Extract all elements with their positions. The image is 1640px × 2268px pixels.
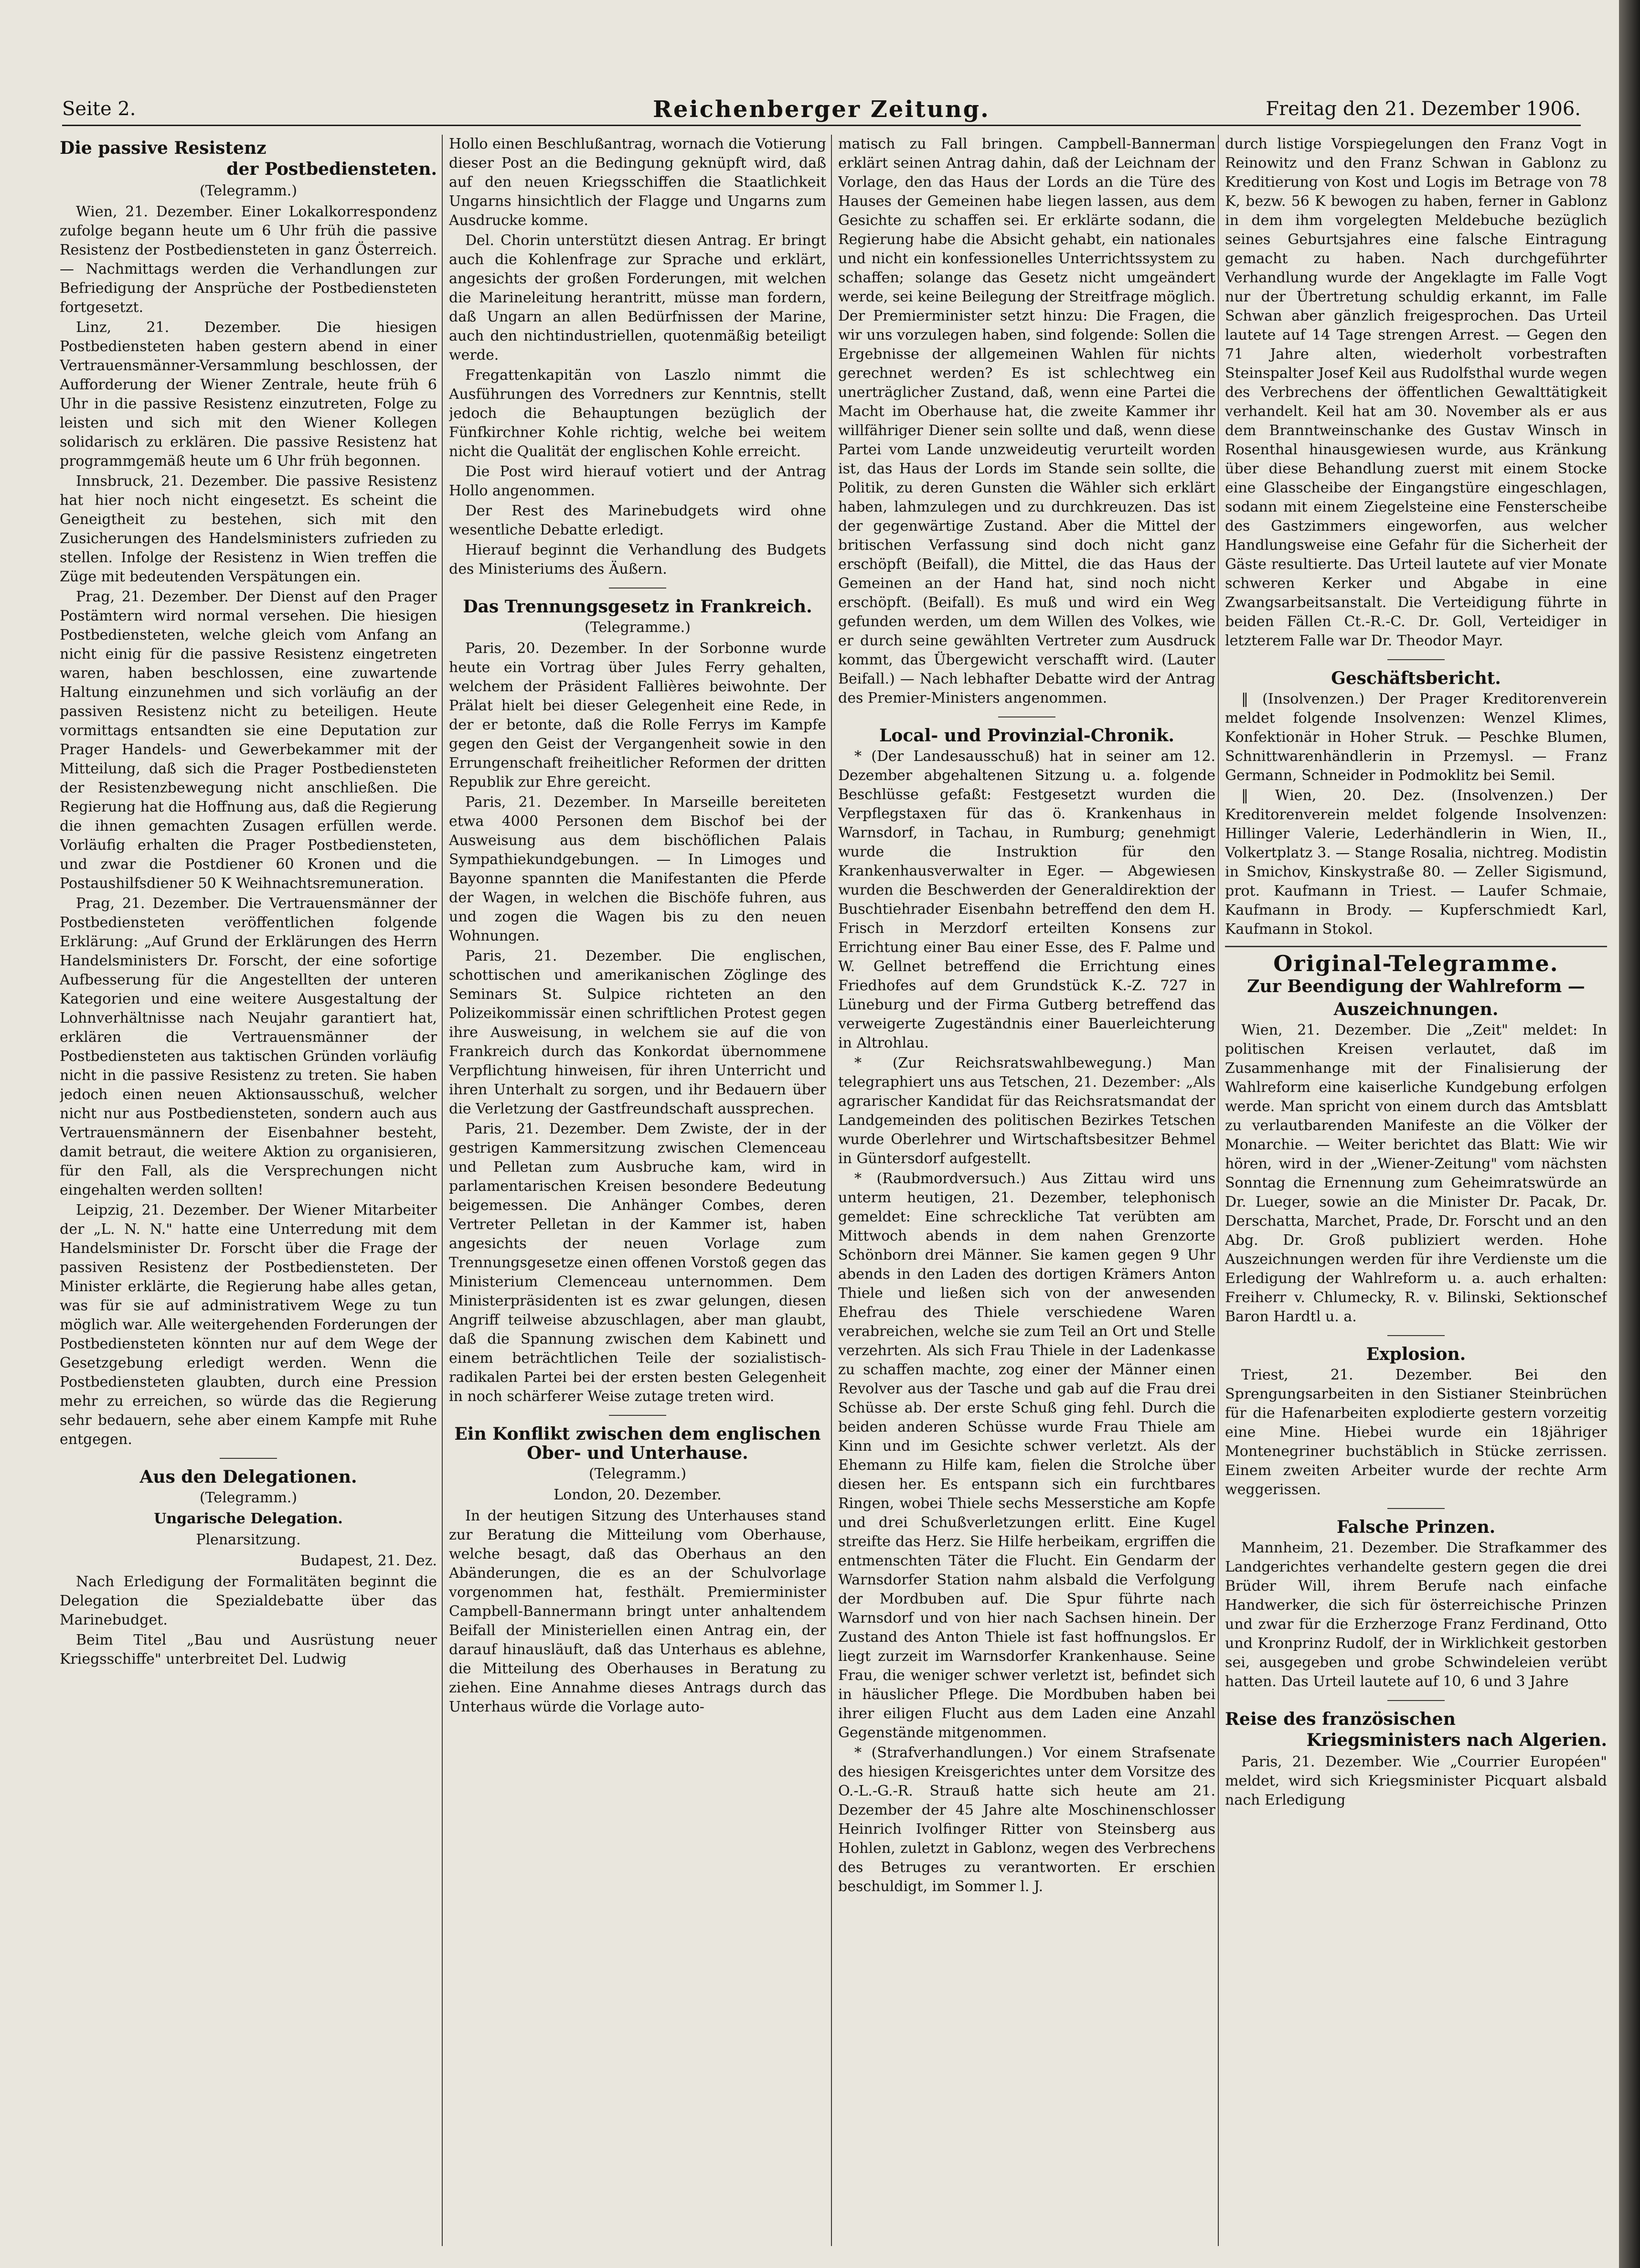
column-2 xyxy=(449,135,826,2246)
paragraph: Paris, 21. Dezember. Wie „Courrier Européen" meldet, wird sich Kriegsminister Picquart alsbald nach Erledigung xyxy=(1225,1754,1607,1808)
paragraph: durch listige Vorspiegelungen den Franz Vogt in Reinowitz und den Franz Schwan in Gablonz zu Kreditierung von Kost und Logis im Betrage von 78 K, bezw. 56 K bewogen zu haben, ferner in Gablonz in dem ihm vorgelegten Meldebuche bezüglich seines Geburtsjahres eine falsche Eintragung gemacht zu haben. Nach durchgeführter Verhandlung wurde der Angeklagte im Falle Vogt nur der Übertretung schuldig erkannt, im Falle Schwan aber gänzlich freigesprochen. Das Urteil lautete auf 14 Tage strengen Arrest. — Gegen den 71 Jahre alten, wiederholt vorbestraften Steinspalter Josef Keil aus Rudolfsthal wurde wegen des Verbrechens der öffentlichen Gewalttätigkeit verhandelt. Keil hat am 30. November als er aus dem Branntweinschanke des Gustav Winsch in Rosenthal hinausgewiesen wurde, aus Kränkung über diese Behandlung zuerst mit einem Stocke eine Glasscheibe der Eingangstüre eingeschlagen, sodann mit einem Ziegelsteine eine Fensterscheibe des Gastzimmers eingeworfen, aus welcher Handlungsweise eine Gefahr für die Sicherheit der Gäste resultierte. Das Urteil lautete auf vier Monate schweren Kerker und Abgabe in eine Zwangsarbeitsanstalt. Die Verteidigung führte in beiden Fällen Ct.-R.-C. Dr. Goll, Verteidiger in letzterem Falle war Dr. Theodor Mayr. xyxy=(1225,136,1607,649)
dateline: London, 20. Dezember. xyxy=(554,1487,722,1503)
newspaper-title: Reichenberger Zeitung. xyxy=(653,96,990,123)
paragraph: Der Rest des Marinebudgets wird ohne wesentliche Debatte erledigt. xyxy=(449,503,826,538)
column-divider xyxy=(831,135,832,2246)
paragraph: Fregattenkapitän von Laszlo nimmt die Ausführungen des Vorredners zur Kenntnis, stellt jedoch die Behauptungen bezüglich der Fünfkirchner Kohle richtig, welche bei weitem nicht die Qualität der englischen Kohle erreicht. xyxy=(449,367,826,460)
dateline: Budapest, 21. Dez. xyxy=(300,1552,437,1569)
paragraph: * (Der Landesausschuß) hat in seiner am 12. Dezember abgehaltenen Sitzung u. a. folgende Beschlüsse gefaßt: Festgesetzt wurden die Verpflegstaxen für das ö. Krankenhaus in Warnsdorf, in Tachau, in Rumburg; genehmigt wurde die Instruktion für den Krankenhausverwalter in Eger. — Abgewiesen wurden die Beschwerden der Generaldirektion der Buschtiehrader Eisenbahn betreffend den dem H. Frisch in Merzdorf erteilten Konsens zur Errichtung einer Bau einer Esse, des F. Palme und W. Gellnet betreffend die Errichtung eines Friedhofes auf dem Grundstück K.-Z. 727 in Lüneburg und der Firma Gutberg betreffend das verweigerte Zugeständnis einer Bauerleichterung in Altrohlau. xyxy=(838,748,1215,1051)
paragraph: Paris, 21. Dezember. Dem Zwiste, der in der gestrigen Kammersitzung zwischen Clemenceau und Pelletan zum Ausbruche kam, wird in parlamentarischen Kreisen besondere Bedeutung beigemessen. Die Anhänger Combes, deren Vertreter Pelletan in der Kammer ist, haben angesichts der neuen Vorlage zum Trennungsgesetze einen offenen Vorstoß gegen das Ministerium Clemenceau unternommen. Dem Ministerpräsidenten ist es zwar gelungen, diesen Angriff teilweise abzuschlagen, aber man glaubt, daß die Spannung zwischen dem Kabinett und einem beträchtlichen Teile der sozialistisch-radikalen Partei bei der ersten besten Gelegenheit in noch schärferer Weise zutage treten wird. xyxy=(449,1121,826,1405)
dateline-note: (Telegramm.) xyxy=(199,1489,298,1506)
article-headline: Kriegsministers nach Algerien. xyxy=(1306,1730,1607,1750)
paragraph: Prag, 21. Dezember. Der Dienst auf den Prager Postämtern wird normal versehen. Die hiesigen Postbediensteten, welche gleich vom Anfang an nicht einig für die passive Resistenz eingetreten waren, haben beschlossen, eine zuwartende Haltung einzunehmen und sich vorläufig an der passiven Resistenz nicht zu beteiligen. Heute vormittags entsandten sie eine Deputation zur Prager Handels- und Gewerbekammer mit der Mitteilung, daß sich die Prager Postbediensteten der Resistenzbewegung nicht anschließen. Die Regierung hat die Hoffnung aus, daß die Regierung die ihnen gemachten Zusagen erfüllen werde. Vorläufig erhalten die Prager Postbediensteten, und zwar die Postdiener 60 Kronen und die Postaushilfsdiener 50 K Weihnachtsremuneration. xyxy=(60,588,437,892)
paragraph: * (Raubmordversuch.) Aus Zittau wird uns unterm heutigen, 21. Dezember, telephonisch gemeldet: Eine schreckliche Tat verübten am Mittwoch abends in dem nahen Grenzorte Schönborn drei Männer. Sie kamen gegen 9 Uhr abends in den Laden des dortigen Krämers Anton Thiele und ließen sich von der anwesenden Ehefrau des Thiele verschiedene Waren verabreichen, welche sie zum Teil an Ort und Stelle verzehrten. Als sich Frau Thiele in der Ladenkasse zu schaffen machte, zog einer der Männer einen Revolver aus der Tasche und gab auf die Frau drei Schüsse ab. Der erste Schuß ging fehl. Durch die beiden anderen Schüsse wurde Frau Thiele am Kinn und im Gesichte schwer verletzt. Als der Ehemann zu Hilfe kam, fielen die Strolche über diesen her. Es entspann sich ein furchtbares Ringen, wobei Thiele sechs Messerstiche am Kopfe und drei Schußverletzungen erlitt. Eine Kugel streifte das Herz. Sie Hilfe herbeikam, ergriffen die entmenschten Täter die Flucht. Ein Gendarm der Warnsdorfer Station nahm alsbald die Verfolgung der Mordbuben auf. Die Spur führte nach Warnsdorf und von hier nach Sachsen hinein. Der Zustand des Anton Thiele ist fast hoffnungslos. Er liegt zurzeit im Warnsdorfer Krankenhause. Seine Frau, die weniger schwer verletzt ist, befindet sich in häuslicher Pflege. Die Mordbuben haben bei ihrer eiligen Flucht aus dem Laden eine Anzahl Gegenstände mitgenommen. xyxy=(838,1170,1215,1741)
paragraph: Hierauf beginnt die Verhandlung des Budgets des Ministeriums des Äußern. xyxy=(449,542,826,578)
article-headline: Explosion. xyxy=(1366,1344,1466,1364)
article-headline: Auszeichnungen. xyxy=(1333,999,1499,1019)
paragraph: Die Post wird hierauf votiert und der Antrag Hollo angenommen. xyxy=(449,463,826,499)
page-number: Seite 2. xyxy=(62,98,136,120)
paragraph: * (Zur Reichsratswahlbewegung.) Man telegraphiert uns aus Tetschen, 21. Dezember: „Als agrarischer Kandidat für das Reichsratsmandat der Landgemeinden des politischen Bezirkes Tetschen wurde Oberlehrer und Wirtschaftsbesitzer Behmel in Güntersdorf aufgestellt. xyxy=(838,1055,1215,1167)
article-headline: Zur Beendigung der Wahlreform — xyxy=(1247,976,1585,996)
paragraph: Hollo einen Beschlußantrag, wornach die Votierung dieser Post an die Bedingung geknüpft wird, daß auf den neuen Kriegsschiffen die Staatlichkeit Ungarns hinsichtlich der Flagge und Ungarns zum Ausdrucke komme. xyxy=(449,136,826,229)
paragraph: Paris, 21. Dezember. Die englischen, schottischen und amerikanischen Zöglinge des Seminars St. Sulpice richteten an den Polizeikommissär einen schriftlichen Protest gegen ihre Ausweisung, in welchem sie auf die von Frankreich durch das Konkordat übernommene Verpflichtung hinweisen, für ihren Unterricht und ihren Unterhalt zu sorgen, und ihr Bedauern über die Verletzung der Gastfreundschaft aussprechen. xyxy=(449,948,826,1117)
column-divider xyxy=(442,135,443,2246)
article-headline: Aus den Delegationen. xyxy=(139,1467,357,1487)
column-1 xyxy=(60,135,437,2246)
article-headline: Ein Konflikt zwischen dem englischen Ober- und Unterhause. xyxy=(454,1424,821,1463)
paragraph: ‖ (Insolvenzen.) Der Prager Kreditorenverein meldet folgende Insolvenzen: Wenzel Klimes, Konfektionär in Hoher Struk. — Peschke Blumen, Schnittwarenhändlerin in Przemysl. — Franz Germann, Schneider in Podmoklitz bei Semil. xyxy=(1225,691,1607,784)
section-separator xyxy=(1387,1335,1445,1336)
column-4 xyxy=(1225,135,1607,2246)
section-separator xyxy=(1387,1700,1445,1701)
article-headline: Das Trennungsgesetz in Frankreich. xyxy=(463,597,812,617)
paragraph: Leipzig, 21. Dezember. Der Wiener Mitarbeiter der „L. N. N." hatte eine Unterredung mit dem Handelsminister Dr. Forscht über die Frage der passiven Resistenz der Postbediensteten. Der Minister erklärte, die Regierung habe alles getan, was für sie auf administrativem Wege zu tun möglich war. Alle weitergehenden Forderungen der Postbediensteten könnten nur auf dem Wege der Gesetzgebung erledigt werden. Wenn die Postbediensteten glaubten, durch eine Pression mehr zu erreichen, so würde das die Regierung sehr bedauern, sehe aber einem Kampfe mit Ruhe entgegen. xyxy=(60,1202,437,1448)
paragraph: Prag, 21. Dezember. Die Vertrauensmänner der Postbediensteten veröffentlichen folgende Erklärung: „Auf Grund der Erklärungen des Herrn Handelsministers Dr. Forscht, der eine sofortige Aufbesserung für die Angestellten der unteren Kategorien und eine weitere Ausgestaltung der Lohnverhältnisse nach Neujahr garantiert hat, erklären die Vertrauensmänner der Postbediensteten aus taktischen Gründen vorläufig nicht in die passive Resistenz zu treten. Sie haben jedoch einen neuen Aktionsausschuß, welcher nicht nur aus Postbediensteten, sondern auch aus Vertrauensmännern der Eisenbahner besteht, damit betraut, die weitere Aktion zu organisieren, für den Fall, als die Versprechungen nicht eingehalten werden sollten! xyxy=(60,895,437,1198)
paragraph: In der heutigen Sitzung des Unterhauses stand zur Beratung die Mitteilung vom Oberhause, welche besagt, daß das Oberhaus an den Abänderungen, die es an der Schulvorlage vorgenommen hat, festhält. Premierminister Campbell-Bannermann bringt unter anhaltendem Beifall der Ministeriellen einen Antrag ein, der darauf hinausläuft, daß das Unterhaus es ablehne, die Mitteilung des Oberhauses in Beratung zu ziehen. Eine Annahme dieses Antrags durch das Unterhaus würde die Vorlage auto- xyxy=(449,1508,826,1715)
dateline-note: (Telegramm.) xyxy=(199,182,298,199)
paragraph: Paris, 20. Dezember. In der Sorbonne wurde heute ein Vortrag über Jules Ferry gehalten, welchem der Präsident Fallières beiwohnte. Der Prälat hielt bei dieser Gelegenheit eine Rede, in der er betonte, daß die Rolle Ferrys im Kampfe gegen den Geist der Vergangenheit sowie in den Errungenschaft freiheitlicher Reformen der dritten Republik zur Ehre gereicht. xyxy=(449,640,826,791)
paragraph: ‖ Wien, 20. Dez. (Insolvenzen.) Der Kreditorenverein meldet folgende Insolvenzen: Hillinger Valerie, Lederhändlerin in Wien, II., Volkertplatz 3. — Stange Rosalia, nichtreg. Modistin in Smichov, Kinskystraße 80. — Zeller Sigismund, prot. Kaufmann in Triest. — Laufer Schmaie, Kaufmann in Brody. — Kupferschmiedt Karl, Kaufmann in Stokol. xyxy=(1225,787,1607,938)
section-rule xyxy=(1225,946,1607,947)
section-headline: Geschäftsbericht. xyxy=(1331,668,1501,688)
masthead xyxy=(62,98,1581,126)
section-separator xyxy=(1387,1508,1445,1509)
subheading: Plenarsitzung. xyxy=(196,1531,301,1548)
paragraph: Wien, 21. Dezember. Einer Lokalkorrespondenz zufolge begann heute um 6 Uhr früh die passive Resistenz der Postbediensteten in ganz Österreich. — Nachmittags werden die Verhandlungen zur Befriedigung der Ansprüche der Postbediensteten fortgesetzt. xyxy=(60,203,437,316)
issue-date: Freitag den 21. Dezember 1906. xyxy=(1266,98,1581,120)
article-headline: Die passive Resistenz xyxy=(60,138,266,158)
subheading: Ungarische Delegation. xyxy=(154,1510,343,1527)
section-separator xyxy=(1387,659,1445,660)
section-separator xyxy=(609,1415,666,1416)
column-divider xyxy=(1218,135,1219,2246)
section-separator xyxy=(220,1458,277,1459)
paragraph: Del. Chorin unterstützt diesen Antrag. Er bringt auch die Kohlenfrage zur Sprache und erklärt, angesichts der großen Forderungen, mit welchen die Marineleitung herantritt, müsse man fordern, daß Ungarn an allen Bedürfnissen der Marine, auch den nichtindustriellen, quotenmäßig beteiligt werde. xyxy=(449,232,826,364)
paragraph: Beim Titel „Bau und Ausrüstung neuer Kriegsschiffe" unterbreitet Del. Ludwig xyxy=(60,1632,437,1668)
section-headline: Local- und Provinzial-Chronik. xyxy=(879,726,1174,746)
article-headline: Falsche Prinzen. xyxy=(1336,1517,1496,1537)
paragraph: Innsbruck, 21. Dezember. Die passive Resistenz hat hier noch nicht eingesetzt. Es scheint die Geneigtheit zu bestehen, sich mit den Zusicherungen des Handelsministers zufrieden zu stellen. Infolge der Resistenz in Wien treffen die Züge mit bedeutenden Verspätungen ein. xyxy=(60,473,437,585)
paragraph: Mannheim, 21. Dezember. Die Strafkammer des Landgerichtes verhandelte gestern gegen die drei Brüder Will, ihrem Berufe nach einfache Handwerker, die sich für österreichische Prinzen und zwar für die Erzherzoge Franz Ferdinand, Otto und Kronprinz Rudolf, der in Wirklichkeit gestorben sei, ausgegeben und grobe Schwindeleien verübt hatten. Das Urteil lautete auf 10, 6 und 3 Jahre xyxy=(1225,1540,1607,1690)
paragraph: Linz, 21. Dezember. Die hiesigen Postbediensteten haben gestern abend in einer Vertrauensmänner-Versammlung beschlossen, der Aufforderung der Wiener Zentrale, heute früh 6 Uhr in die passive Resistenz einzutreten, Folge zu leisten und sich mit den Wiener Kollegen solidarisch zu erklären. Die passive Resistenz hat programmgemäß heute um 6 Uhr früh begonnen. xyxy=(60,319,437,470)
section-headline: Original-Telegramme. xyxy=(1273,951,1559,976)
paragraph: Wien, 21. Dezember. Die „Zeit" meldet: In politischen Kreisen verlautet, daß im Zusammenhange mit der Finalisierung der Wahlreform eine kaiserliche Kundgebung erfolgen werde. Man spricht von einem durch das Amtsblatt zu verlautbarenden Manifeste an die Völker der Monarchie. — Weiter berichtet das Blatt: Wie wir hören, wird in der „Wiener-Zeitung" vom nächsten Sonntag die Ernennung zum Geheimratswürde an Dr. Lueger, sowie an die Minister Dr. Pacak, Dr. Derschatta, Marchet, Prade, Dr. Forscht und an den Abg. Dr. Groß publiziert werden. Hohe Auszeichnungen werden für ihre Verdienste um die Erledigung der Wahlreform u. a. auch erhalten: Freiherr v. Chlumecky, R. v. Bilinski, Sektionschef Baron Hardtl u. a. xyxy=(1225,1022,1607,1325)
paragraph: matisch zu Fall bringen. Campbell-Bannerman erklärt seinen Antrag dahin, daß der Leichnam der Vorlage, den das Haus der Lords an die Türe des Hauses der Gemeinen habe liegen lassen, aus dem Gesichte zu schaffen sei. Er erklärte sodann, die Regierung habe die Absicht gehabt, ein nationales und nicht ein konfessionelles Unterrichtssystem zu schaffen; solange das Gesetz nicht umgeändert werde, sei keine Beilegung der Streitfrage möglich. Der Premierminister setzt hinzu: Die Fragen, die wir uns vorzulegen haben, sind folgende: Sollen die Ergebnisse der allgemeinen Wahlen für nichts gerechnet werden? Es ist schlechtweg ein unerträglicher Zustand, daß, wenn eine Partei die Macht im Oberhause hat, die zweite Kammer ihr willfähriger Diener sein sollte und daß, wenn diese Partei vom Lande unzweideutig verurteilt worden ist, das Haus der Lords im Stande sein sollte, die Politik, zu deren Gunsten die Wähler sich erklärt haben, lahmzulegen und zu durchkreuzen. Das ist der gegenwärtige Zustand. Aber die Mittel der britischen Verfassung sind doch nicht ganz erschöpft (Beifall), die Mittel, die das Haus der Gemeinen an der Hand hat, sind noch nicht erschöpft. (Beifall). Es muß und wird ein Weg gefunden werden, um dem Willen des Volkes, wie er durch seine gewählten Vertreter zum Ausdruck kommt, das Übergewicht verschafft wird. (Lauter Beifall.) — Nach lebhafter Debatte wird der Antrag des Premier-Ministers angenommen. xyxy=(838,136,1215,706)
paragraph: Nach Erledigung der Formalitäten beginnt die Delegation die Spezialdebatte über das Marinebudget. xyxy=(60,1573,437,1628)
dateline-note: (Telegramm.) xyxy=(588,1466,687,1482)
paragraph: * (Strafverhandlungen.) Vor einem Strafsenate des hiesigen Kreisgerichtes unter dem Vorsitze des O.-L.-G.-R. Strauß hatte sich heute am 21. Dezember der 45 Jahre alte Moschinenschlosser Heinrich Ivolfinger Ritter von Steinsberg aus Hohlen, zuletzt in Gablonz, wegen des Verbrechens des Betruges zu verantworten. Er erschien beschuldigt, im Sommer l. J. xyxy=(838,1744,1215,1895)
paragraph: Paris, 21. Dezember. In Marseille bereiteten etwa 4000 Personen dem Bischof bei der Ausweisung aus dem bischöflichen Palais Sympathiekundgebungen. — In Limoges und Bayonne spannten die Manifestanten die Pferde der Wagen, in welchen die Bischöfe fuhren, aus und zogen die Wagen bis zu den neuen Wohnungen. xyxy=(449,794,826,944)
dateline-note: (Telegramme.) xyxy=(585,619,691,636)
article-headline: Reise des französischen xyxy=(1225,1709,1456,1729)
paragraph: Triest, 21. Dezember. Bei den Sprengungsarbeiten in den Sistianer Steinbrüchen für die Hafenarbeiten explodierte gestern vorzeitig eine Mine. Hiebei wurde ein 18jähriger Montenegriner buchstäblich in Stücke zerrissen. Einem zweiten Arbeiter wurde der rechte Arm weggerissen. xyxy=(1225,1367,1607,1498)
article-headline: der Postbediensteten. xyxy=(226,159,437,179)
column-3 xyxy=(838,135,1215,2246)
